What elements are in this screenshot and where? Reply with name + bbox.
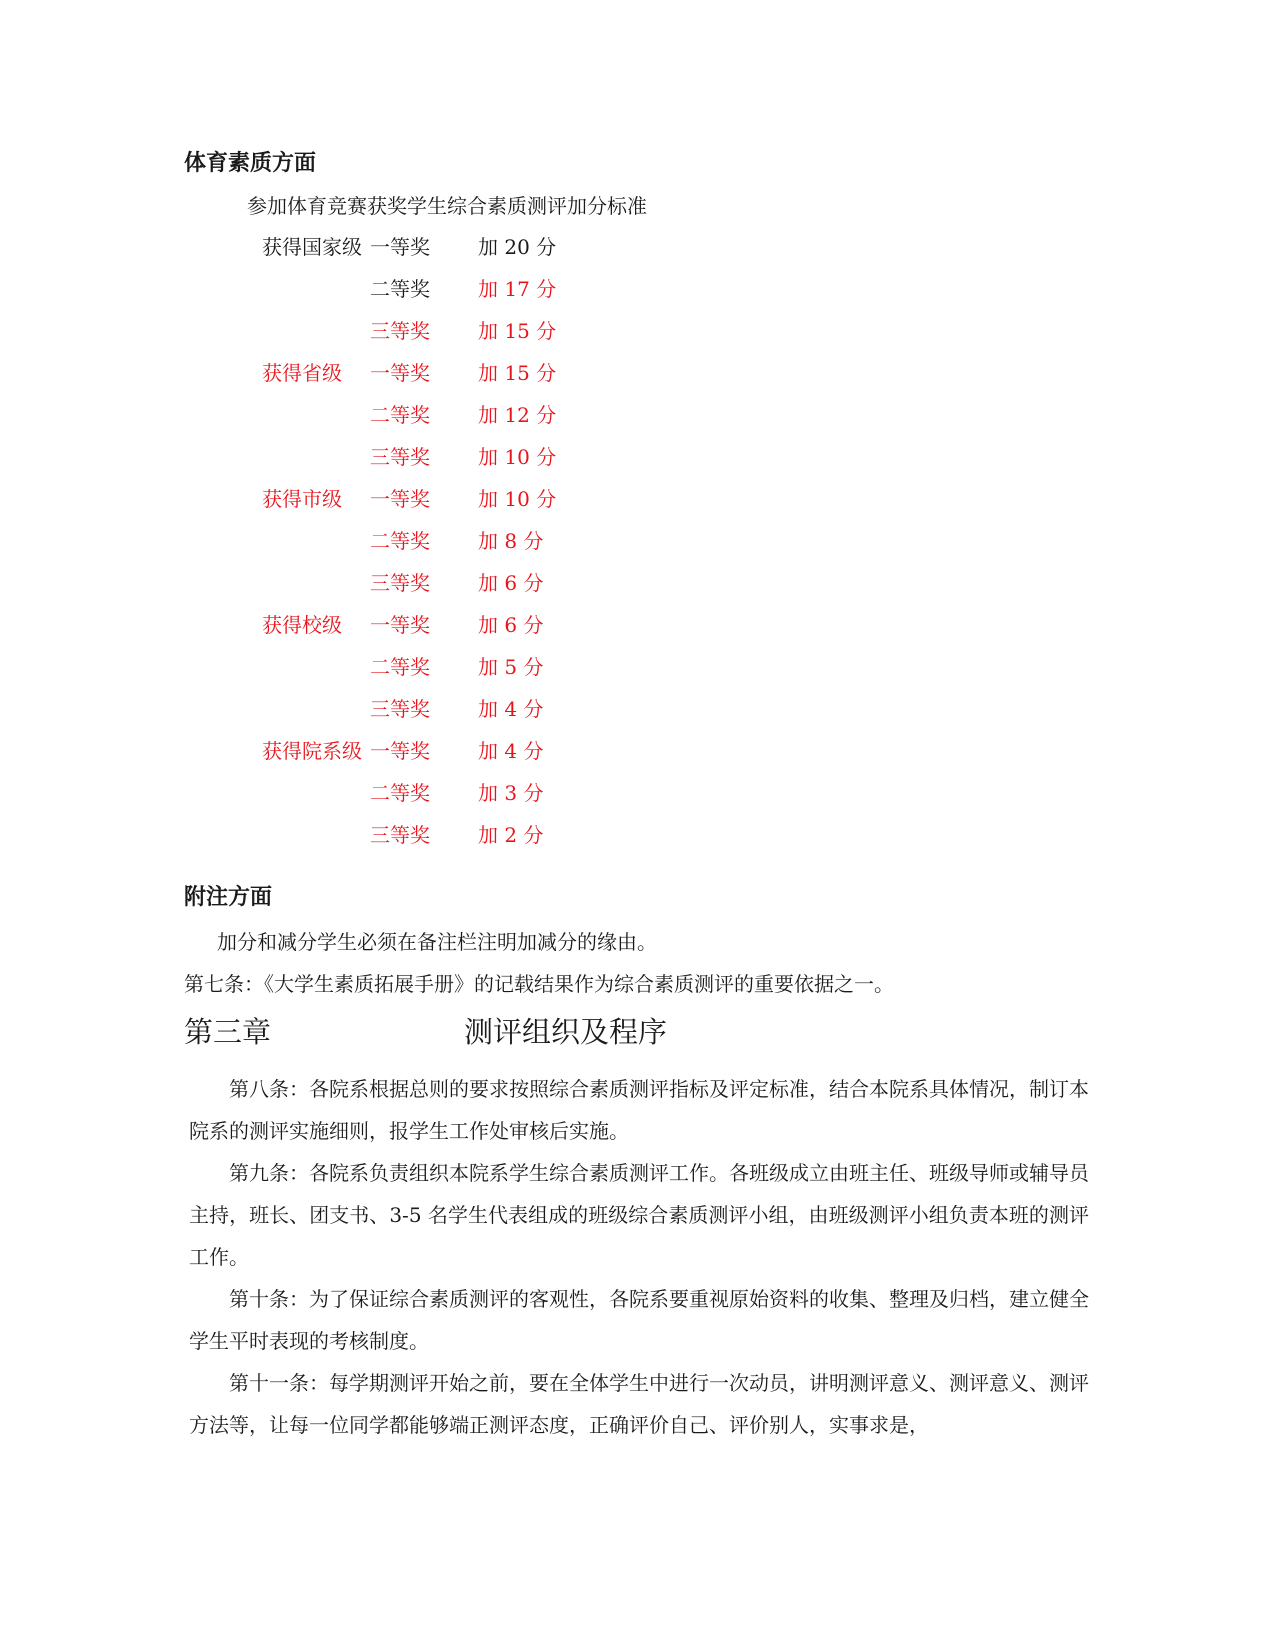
award-points: 加 15 分 xyxy=(478,361,557,385)
award-points: 加 10 分 xyxy=(478,445,557,469)
award-prize: 一等奖 xyxy=(370,361,430,385)
award-points: 加 4 分 xyxy=(478,697,544,721)
award-points: 加 20 分 xyxy=(478,235,557,259)
award-level: 获得院系级 xyxy=(262,739,362,763)
award-points: 加 17 分 xyxy=(478,277,557,301)
award-prize: 三等奖 xyxy=(370,823,430,847)
award-prize: 一等奖 xyxy=(370,235,430,259)
award-points: 加 2 分 xyxy=(478,823,544,847)
article-9 xyxy=(189,1152,1089,1278)
article-8-text: 第八条：各院系根据总则的要求按照综合素质测评指标及评定标准，结合本院系具体情况，制订本院系的测评实施细则，报学生工作处审核后实施。 xyxy=(189,1077,1089,1143)
award-prize: 三等奖 xyxy=(370,319,430,343)
sports-subtitle: 参加体育竞赛获奖学生综合素质测评加分标准 xyxy=(247,194,647,218)
award-points: 加 6 分 xyxy=(478,613,544,637)
award-prize: 一等奖 xyxy=(370,739,430,763)
award-points: 加 8 分 xyxy=(478,529,544,553)
award-prize: 二等奖 xyxy=(370,529,430,553)
article-9-text: 第九条：各院系负责组织本院系学生综合素质测评工作。各班级成立由班主任、班级导师或辅导员主持，班长、团支书、3-5 名学生代表组成的班级综合素质测评小组，由班级测评小组负责本班的测评工作。 xyxy=(189,1161,1089,1269)
award-prize: 一等奖 xyxy=(370,487,430,511)
award-prize: 三等奖 xyxy=(370,697,430,721)
award-level: 获得省级 xyxy=(262,361,342,385)
award-level: 获得市级 xyxy=(262,487,342,511)
award-points: 加 5 分 xyxy=(478,655,544,679)
award-level: 获得国家级 xyxy=(262,235,362,259)
award-prize: 三等奖 xyxy=(370,571,430,595)
award-prize: 二等奖 xyxy=(370,781,430,805)
award-prize: 三等奖 xyxy=(370,445,430,469)
article-11-text: 第十一条：每学期测评开始之前，要在全体学生中进行一次动员，讲明测评意义、测评意义、测评方法等，让每一位同学都能够端正测评态度，正确评价自己、评价别人，实事求是， xyxy=(189,1371,1089,1437)
award-prize: 二等奖 xyxy=(370,403,430,427)
award-prize: 二等奖 xyxy=(370,277,430,301)
chapter-title: 测评组织及程序 xyxy=(464,1015,668,1049)
award-points: 加 6 分 xyxy=(478,571,544,595)
award-points: 加 4 分 xyxy=(478,739,544,763)
award-level: 获得校级 xyxy=(262,613,342,637)
award-prize: 二等奖 xyxy=(370,655,430,679)
award-prize: 一等奖 xyxy=(370,613,430,637)
article-8 xyxy=(189,1068,1089,1152)
article-10 xyxy=(189,1278,1089,1362)
article-11 xyxy=(189,1362,1089,1446)
chapter-number: 第三章 xyxy=(184,1015,272,1049)
article-10-text: 第十条：为了保证综合素质测评的客观性，各院系要重视原始资料的收集、整理及归档，建立健全学生平时表现的考核制度。 xyxy=(189,1287,1089,1353)
award-points: 加 3 分 xyxy=(478,781,544,805)
notes-heading: 附注方面 xyxy=(184,885,273,910)
article-7: 第七条：《大学生素质拓展手册》的记载结果作为综合素质测评的重要依据之一。 xyxy=(184,972,894,996)
notes-text: 加分和减分学生必须在备注栏注明加减分的缘由。 xyxy=(217,930,657,954)
award-points: 加 12 分 xyxy=(478,403,557,427)
award-points: 加 10 分 xyxy=(478,487,557,511)
sports-heading: 体育素质方面 xyxy=(184,151,317,176)
award-points: 加 15 分 xyxy=(478,319,557,343)
